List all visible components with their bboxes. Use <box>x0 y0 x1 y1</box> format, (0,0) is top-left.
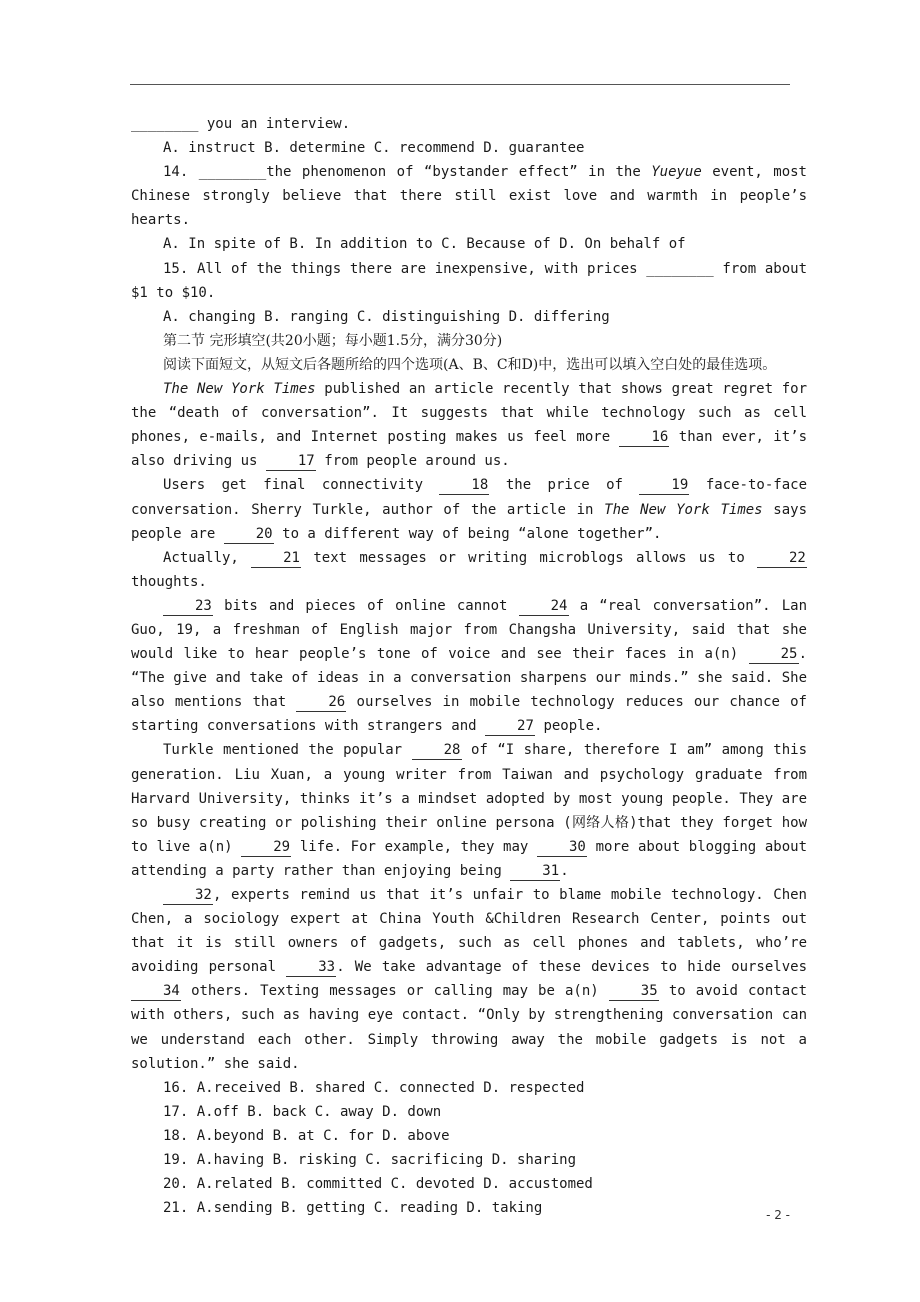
q14-italic-term: Yueyue <box>651 164 702 181</box>
passage-text: people. <box>535 718 603 735</box>
q14-text-end: event, most Chinese strongly believe that there still exist love and warmth in people’s hearts. <box>131 164 807 229</box>
blank-32: 32 <box>163 886 213 905</box>
blank-18: 18 <box>439 476 489 495</box>
passage-text: says people are <box>131 501 808 542</box>
answer-option-18: 18. A.beyond B. at C. for D. above <box>163 1127 450 1144</box>
blank-31: 31 <box>510 862 560 881</box>
blank-20: 20 <box>224 525 274 544</box>
passage-text: others. Texting messages or calling may be a(n) <box>181 983 609 1000</box>
header-rule <box>130 84 790 85</box>
passage-text: from people around us. <box>315 453 510 470</box>
blank-17: 17 <box>266 452 316 471</box>
q13-text: you an interview. <box>198 116 351 132</box>
passage-text: face-to-face conversation. Sherry Turkle, author of the article in <box>131 477 807 518</box>
q14-text: the phenomenon of “bystander effect” in the <box>266 164 652 181</box>
passage-text: ourselves in mobile technology reduces our chance of starting conversations with strangers and <box>131 694 807 735</box>
blank-29: 29 <box>241 838 291 857</box>
blank-30: 30 <box>537 838 587 857</box>
newspaper-title: The New York Times <box>604 501 763 518</box>
passage-paragraph-2 <box>131 473 807 545</box>
passage-paragraph-3 <box>131 546 807 594</box>
blank-26: 26 <box>296 693 346 712</box>
passage-text: more about blogging about attending a party rather than enjoying being <box>131 838 808 879</box>
page-number: - 2 - <box>766 1208 790 1222</box>
passage-text: than ever, it’s also driving us <box>131 429 808 470</box>
blank-23: 23 <box>163 597 213 616</box>
passage-text: a “real conversation”. Lan Guo, 19, a freshman of English major from Changsha University, said that she would like to hear people’s tone of voice and see their faces in a(n) <box>131 597 808 663</box>
blank-35: 35 <box>609 982 659 1001</box>
blank-24: 24 <box>519 597 569 616</box>
q15-blank: ________ <box>646 260 714 277</box>
passage-text: , experts remind us that it’s unfair to blame mobile technology. Chen Chen, a sociology expert at China Youth &Children Research Center, points out that it is still owners of gadgets, such as cell phones and tablets, who’re avoiding personal <box>131 887 807 976</box>
q15-options: A. changing B. ranging C. distinguishing D. differing <box>163 308 610 325</box>
section-instruction: 阅读下面短文，从短文后各题所给的四个选项(A、B、C和D)中，选出可以填入空白处的最佳选项。 <box>163 356 777 373</box>
page-content <box>131 112 807 1220</box>
blank-22: 22 <box>757 549 807 568</box>
blank-19: 19 <box>639 476 689 495</box>
answer-option-19: 19. A.having B. risking C. sacrificing D. sharing <box>163 1152 577 1169</box>
blank-27: 27 <box>485 717 535 736</box>
passage-text: to a different way of being “alone together”. <box>273 525 662 542</box>
passage-text: of “I share, therefore I am” among this generation. Liu Xuan, a young writer from Taiwan and psychology graduate from Harvard University, thinks it’s a mindset adopted by most young people. They are so busy creating or polishing their online persona (网络人格)that they forget how to live a(n) <box>131 742 807 855</box>
blank-16: 16 <box>619 428 669 447</box>
blank-25: 25 <box>749 645 799 664</box>
answer-option-20: 20. A.related B. committed C. devoted D. accustomed <box>163 1176 593 1193</box>
blank-28: 28 <box>412 741 462 760</box>
q13-stem <box>131 112 807 136</box>
passage-paragraph-1 <box>131 377 807 473</box>
q15-text-end: from about $1 to $10. <box>131 260 808 301</box>
passage-paragraph-5 <box>131 738 807 883</box>
passage-text: Users get final connectivity <box>163 477 440 494</box>
blank-34: 34 <box>131 982 181 1001</box>
answer-option-16: 16. A.received B. shared C. connected D. respected <box>163 1079 585 1096</box>
q14-number: 14. <box>163 164 199 181</box>
passage-text: bits and pieces of online cannot <box>213 597 519 614</box>
passage-text: life. For example, they may <box>291 838 537 855</box>
passage-text: . “The give and take of ideas in a conversation sharpens our minds.” she said. She also mentions that <box>131 646 807 711</box>
q15-text: 15. All of the things there are inexpensive, with prices <box>163 260 647 277</box>
q14-options: A. In spite of B. In addition to C. Because of D. On behalf of <box>163 236 686 253</box>
passage-text: text messages or writing microblogs allows us to <box>301 549 757 566</box>
passage-paragraph-6 <box>131 883 807 1076</box>
passage-text: published an article recently that shows great regret for the “death of conversation”. It suggests that while technology such as cell phones, e-mails, and Internet posting makes us feel more <box>131 381 807 446</box>
newspaper-title: The New York Times <box>163 381 316 398</box>
passage-text: to avoid contact with others, such as having eye contact. “Only by strengthening conversation can we understand each other. Simply throwing away the mobile gadgets is not a solution.” she said. <box>131 983 807 1072</box>
blank-21: 21 <box>251 549 301 568</box>
passage-text: Actually, <box>163 549 252 566</box>
q13-options: A. instruct B. determine C. recommend D. guarantee <box>163 140 585 157</box>
passage-text: . We take advantage of these devices to hide ourselves <box>336 959 808 976</box>
q14-blank: ________ <box>198 164 267 181</box>
passage-text: the price of <box>489 477 640 494</box>
passage-text: . <box>560 862 569 879</box>
passage-paragraph-4 <box>131 594 807 739</box>
q14-stem <box>131 160 807 232</box>
section-heading: 第二节 完形填空(共20小题；每小题1.5分，满分30分) <box>163 332 503 349</box>
q13-blank: ________ <box>131 116 199 132</box>
passage-text: thoughts. <box>131 573 207 590</box>
answer-option-21: 21. A.sending B. getting C. reading D. taking <box>163 1200 543 1217</box>
answer-option-17: 17. A.off B. back C. away D. down <box>163 1103 442 1120</box>
blank-33: 33 <box>286 958 336 977</box>
passage-text: Turkle mentioned the popular <box>163 742 412 759</box>
q15-stem <box>131 257 807 305</box>
